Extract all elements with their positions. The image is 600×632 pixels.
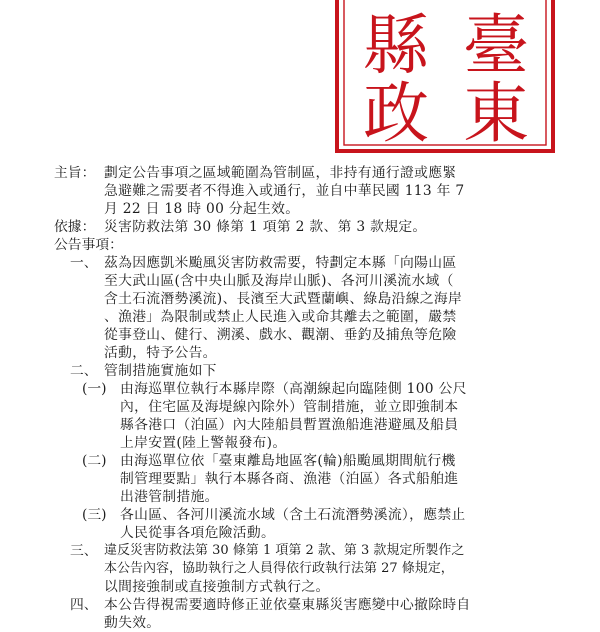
item-marker: 三、 <box>70 543 98 559</box>
item-line: 違反災害防救法第 30 條第 1 項第 2 款、第 3 款規定所製作之 <box>104 543 465 558</box>
subitem-line: 內，住宅區及海堤線內除外）管制措施，並立即強制本 <box>120 399 459 415</box>
subject-line: 急避難之需要者不得進入或通行，並自中華民國 113 年 7 <box>104 183 465 199</box>
subitem-line: 人民從事各項危險活動。 <box>120 525 276 541</box>
subitem-marker: (一) <box>82 381 107 397</box>
item-marker: 二、 <box>70 363 98 379</box>
item-line: 從事登山、健行、溯溪、戲水、觀潮、垂釣及捕魚等危險 <box>104 327 457 343</box>
subitem-line: 由海巡單位執行本縣岸際（高潮線起向臨陸側 100 公尺 <box>120 381 467 397</box>
item-line: 活動，特予公告。 <box>104 345 217 361</box>
subject-label: 主旨： <box>54 165 96 181</box>
seal-glyph: 臺 <box>463 7 529 84</box>
basis-label: 依據： <box>54 219 96 235</box>
subject-line: 月 22 日 18 時 00 分起生效。 <box>104 201 300 217</box>
subject-line: 劃定公告事項之區域範圍為管制區，非持有通行證或應緊 <box>104 165 457 181</box>
subitem-line: 出港管制措施。 <box>120 489 219 505</box>
subitem-line: 各山區、各河川溪流水域（含土石流潛勢溪流），應禁止 <box>120 507 466 523</box>
item-line: 本公告內容，協助執行之人員得依行政執行法第 27 條規定， <box>104 561 454 576</box>
item-line: 含土石流潛勢溪流)、長濱至大武暨蘭嶼、綠島沿線之海岸 <box>104 291 463 307</box>
seal-glyph: 政 <box>363 75 429 152</box>
subitem-line: 制管理要點」執行本縣各商、漁港（泊區）各式船舶進 <box>120 471 459 487</box>
seal-glyph: 東 <box>463 75 529 152</box>
subitem-line: 由海巡單位依「臺東離島地區客(輪)船颱風期間航行機 <box>120 453 456 469</box>
item-line: 至大武山區(含中央山脈及海岸山脈)、各河川溪流水域（ <box>104 273 454 289</box>
subitem-line: 上岸安置(陸上警報發布)。 <box>120 435 287 451</box>
item-marker: 四、 <box>70 597 98 613</box>
subitem-marker: (三) <box>82 507 107 523</box>
announcements-label: 公告事項： <box>54 237 123 253</box>
subitem-marker: (二) <box>82 453 107 469</box>
item-line: 、漁港」為限制或禁止人民進入或命其離去之範圍，嚴禁 <box>104 309 457 325</box>
subitem-line: 縣各港口（泊區）內大陸船員暫置漁船進港避風及船員 <box>120 417 459 433</box>
item-line: 茲為因應凱米颱風災害防救需要，特劃定本縣「向陽山區 <box>104 255 457 271</box>
item-line: 以間接強制或直接強制方式執行之。 <box>104 579 330 595</box>
item-marker: 一、 <box>70 255 98 271</box>
basis-line: 災害防救法第 30 條第 1 項第 2 款、第 3 款規定。 <box>104 219 427 235</box>
item-line: 本公告得視需要適時修正並依臺東縣災害應變中心撤除時自 <box>104 597 471 613</box>
seal-glyph: 縣 <box>363 7 429 84</box>
item-line: 管制措施實施如下 <box>104 363 217 379</box>
item-line: 動失效。 <box>104 615 161 631</box>
